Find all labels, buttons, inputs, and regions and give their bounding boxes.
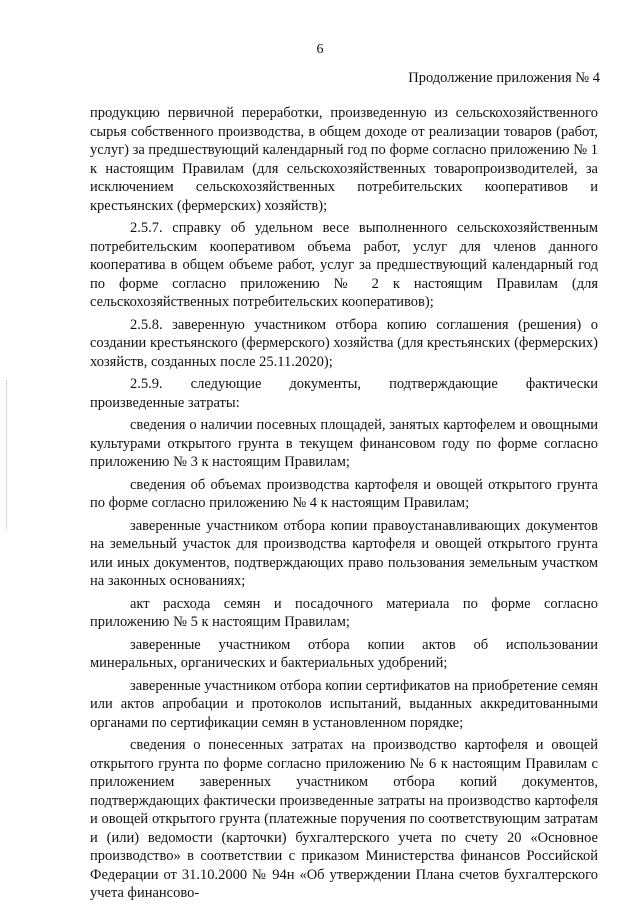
paragraph-land-documents: заверенные участником отбора копии правоустанавливающих документов на земельный участок для производства картофеля и овощей открытого грунта или иных документов, подтверждающих право пользования земельным участком на законных основаниях; bbox=[90, 517, 598, 589]
paragraph-sown-areas: сведения о наличии посевных площадей, занятых картофелем и овощными культурами открытого грунта в текущем финансовом году по форме согласно приложению № 3 к настоящим Правилам; bbox=[90, 417, 598, 470]
paragraph-2-5-9: 2.5.9. следующие документы, подтверждающие фактически произведенные затраты: bbox=[90, 376, 598, 411]
paragraph-fertilizer-acts: заверенные участником отбора копии актов об использовании минеральных, органических и бактериальных удобрений; bbox=[90, 636, 598, 671]
paragraph-intro-continuation: продукцию первичной переработки, произведенную из сельскохозяйственного сырья собственного производства, в общем доходе от реализации товаров (работ, услуг) за предшествующий календарный год по форме согласно приложению № 1 к настоящим Правилам (для сельскохозяйственных товаропроизводителей, за исключением сельскохозяйственных потребительских кооперативов и крестьянских (фермерских) хозяйств); bbox=[90, 105, 598, 214]
appendix-continuation-label: Продолжение приложения № 4 bbox=[408, 70, 600, 86]
paragraph-2-5-7: 2.5.7. справку об удельном весе выполненного сельскохозяйственным потребительским кооперативом объема работ, услуг для членов данного кооператива в общем объеме работ, услуг за предшествующий календарный год по форме согласно приложению № 2 к настоящим Правилам (для сельскохозяйственных потребительских кооперативов); bbox=[90, 220, 598, 310]
paragraph-seed-certificates: заверенные участником отбора копии сертификатов на приобретение семян или актов апробации и протоколов испытаний, выданных аккредитованными органами по сертификации семян в установленном порядке; bbox=[90, 677, 598, 731]
paragraph-cost-information: сведения о понесенных затратах на производство картофеля и овощей открытого грунта по форме согласно приложению № 6 к настоящим Правилам с приложением заверенных участником отбора копий документов, подтверждающих фактически произведенные затраты на производство картофеля и овощей открытого грунта (платежные поручения по соответствующим затратам и (или) ведомости (карточки) бухгалтерского учета по счету 20 «Основное производство» в соответствии с приказом Министерства финансов Российской Федерации от 31.10.2000 № 94н «Об утверждении Плана счетов бухгалтерского учета финансово- bbox=[90, 737, 598, 901]
paragraph-2-5-8: 2.5.8. заверенную участником отбора копию соглашения (решения) о создании крестьянского (фермерского) хозяйства (для крестьянских (фермерских) хозяйств, созданных после 25.11.2020); bbox=[90, 316, 598, 370]
page-number: 6 bbox=[316, 42, 324, 57]
paragraph-production-volumes: сведения об объемах производства картофеля и овощей открытого грунта по форме согласно приложению № 4 к настоящим Правилам; bbox=[90, 476, 598, 511]
margin-scan-mark bbox=[6, 380, 11, 530]
paragraph-seed-act: акт расхода семян и посадочного материала по форме согласно приложению № 5 к настоящим Правилам; bbox=[90, 595, 598, 630]
document-body bbox=[90, 104, 598, 907]
